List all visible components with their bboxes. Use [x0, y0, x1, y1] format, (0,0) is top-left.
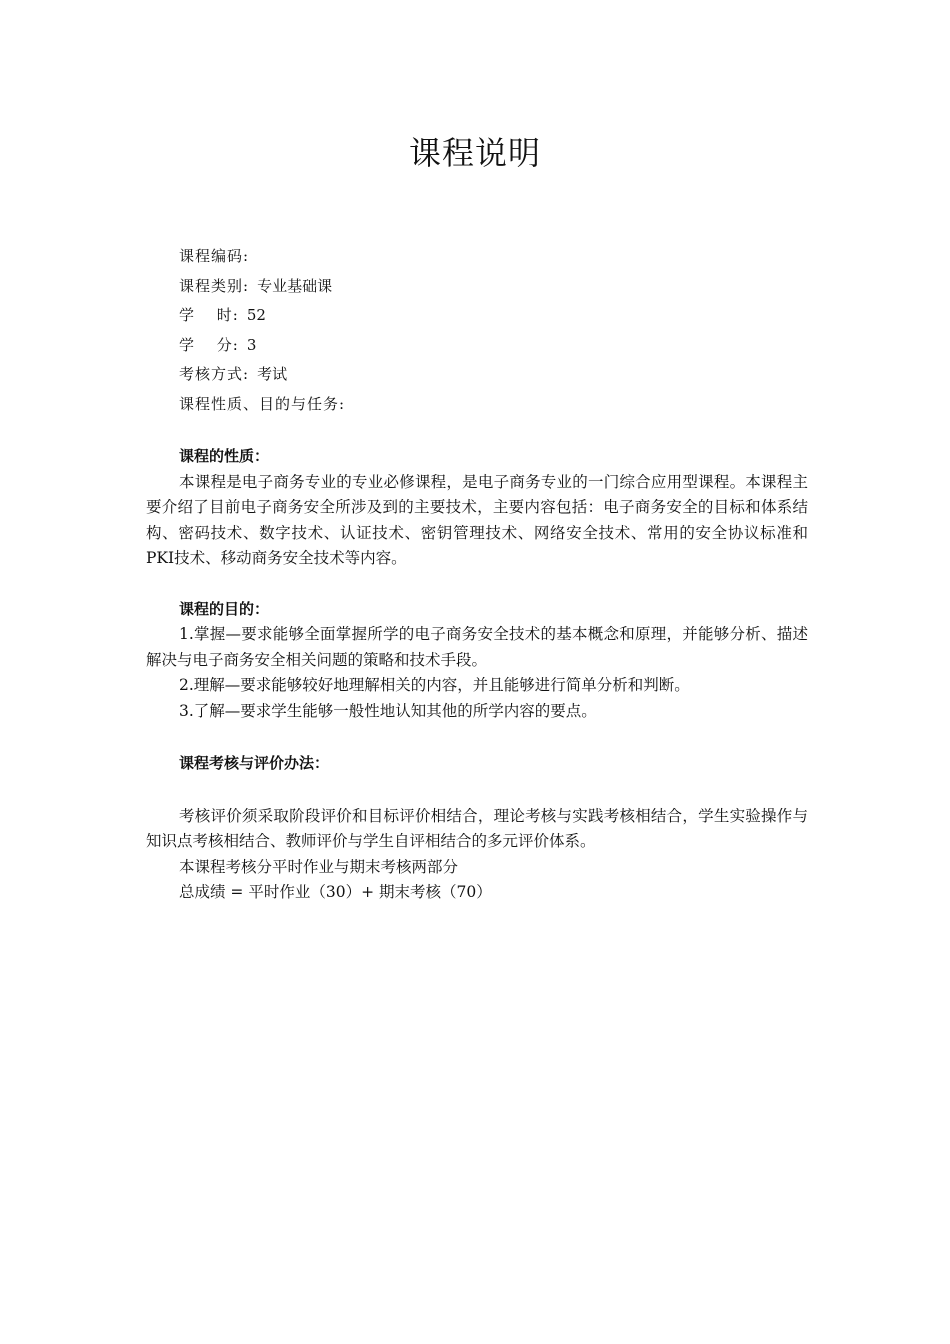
- assessment-parts: 本课程考核分平时作业与期末考核两部分: [179, 857, 459, 876]
- spacer: [146, 572, 808, 597]
- purpose-item: 2.理解—要求能够较好地理解相关的内容，并且能够进行简单分析和判断。: [179, 676, 690, 694]
- info-row-code: [179, 242, 353, 272]
- spacer: [146, 777, 808, 804]
- purpose-item: 1.掌握—要求能够全面掌握所学的电子商务安全技术的基本概念和原理，并能够分析、描述解决与电子商务安全相关问题的策略和技术手段。: [146, 625, 808, 669]
- info-row-exam-method: [179, 360, 353, 390]
- spacer: [146, 724, 808, 751]
- page-title: 课程说明: [408, 134, 541, 172]
- info-label: 考核方式:: [179, 365, 250, 383]
- nature-text: 本课程是电子商务专业的专业必修课程，是电子商务专业的一门综合应用型课程。本课程主要介绍了目前电子商务安全所涉及到的主要技术，主要内容包括：电子商务安全的目标和体系结构、密码技术、数字技术、认证技术、密钥管理技术、网络安全技术、常用的安全协议标准和PKI技术、移动商务安全技术等内容。: [146, 472, 808, 567]
- info-label: 学 时:: [179, 306, 239, 324]
- purpose-item: 3.了解—要求学生能够一般性地认知其他的所学内容的要点。: [179, 701, 597, 720]
- assessment-text: 考核评价须采取阶段评价和目标评价相结合，理论考核与实践考核相结合，学生实验操作与知识点考核相结合、教师评价与学生自评相结合的多元评价体系。: [146, 806, 808, 850]
- total-score-formula: 总成绩 = 平时作业（30）+ 期末考核（70）: [179, 883, 492, 901]
- info-label: 课程性质、目的与任务:: [179, 394, 346, 413]
- course-info: [179, 242, 353, 419]
- info-label: 学 分:: [179, 335, 239, 354]
- purpose-heading: 课程的目的：: [179, 599, 270, 618]
- info-label: 课程类别:: [179, 276, 250, 295]
- info-value: 专业基础课: [257, 276, 333, 295]
- info-value: 3: [246, 335, 257, 354]
- info-value: 考试: [257, 365, 288, 383]
- assessment-heading: 课程考核与评价办法：: [179, 754, 330, 772]
- info-row-category: [179, 272, 353, 302]
- nature-heading: 课程的性质：: [179, 447, 270, 465]
- info-row-nature-purpose: [179, 390, 353, 420]
- info-row-credits: [179, 331, 353, 361]
- info-row-hours: [179, 301, 353, 331]
- info-label: 课程编码:: [179, 247, 250, 265]
- info-value: 52: [246, 306, 266, 324]
- course-description: [146, 444, 808, 906]
